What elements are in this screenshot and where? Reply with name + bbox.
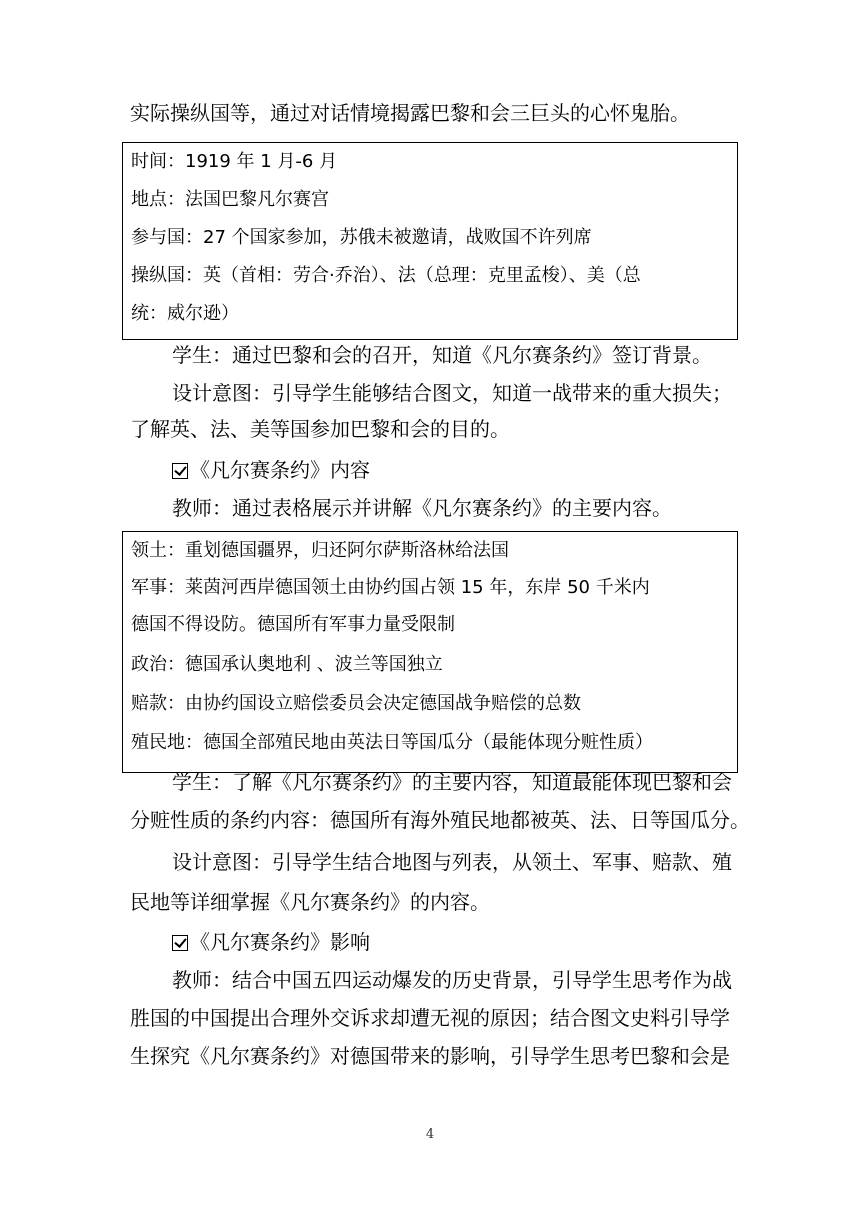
heading-label: 《凡尔赛条约》影响 bbox=[190, 930, 370, 954]
paragraph-text: 教师：结合中国五四运动爆发的历史背景，引导学生思考作为战 bbox=[172, 968, 732, 992]
paragraph-text: 学生：通过巴黎和会的召开，知道《凡尔赛条约》签订背景。 bbox=[172, 343, 712, 367]
treaty-military: 军事：莱茵河西岸德国领土由协约国占领 15 年，东岸 50 千米内 bbox=[131, 577, 650, 598]
page-number: 4 bbox=[425, 1127, 435, 1142]
treaty-politics: 政治：德国承认奥地利 、波兰等国独立 bbox=[131, 654, 443, 675]
treaty-colonies: 殖民地：德国全部殖民地由英法日等国瓜分（最能体现分赃性质） bbox=[131, 732, 653, 753]
checkbox-icon bbox=[172, 935, 188, 951]
treaty-reparations: 赔款：由协约国设立赔偿委员会决定德国战争赔偿的总数 bbox=[131, 693, 581, 714]
checkbox-icon bbox=[172, 463, 188, 479]
paragraph-text: 教师：通过表格展示并讲解《凡尔赛条约》的主要内容。 bbox=[172, 496, 672, 520]
treaty-territory: 领土：重划德国疆界，归还阿尔萨斯洛林给法国 bbox=[131, 540, 509, 561]
treaty-content-box bbox=[122, 531, 738, 773]
conference-info-box bbox=[122, 142, 738, 340]
info-controllers-cont: 统：威尔逊） bbox=[131, 303, 239, 324]
paragraph-text: 胜国的中国提出合理外交诉求却遭无视的原因；结合图文史料引导学 bbox=[130, 1006, 730, 1030]
paragraph-text: 分赃性质的条约内容：德国所有海外殖民地都被英、法、日等国瓜分。 bbox=[130, 808, 750, 832]
paragraph-text: 设计意图：引导学生结合地图与列表，从领土、军事、赔款、殖 bbox=[172, 850, 732, 874]
info-time: 时间：1919 年 1 月-6 月 bbox=[131, 151, 338, 172]
paragraph-text: 设计意图：引导学生能够结合图文，知道一战带来的重大损失； bbox=[172, 381, 732, 405]
section-heading-content bbox=[172, 455, 370, 485]
treaty-military-cont: 德国不得设防。德国所有军事力量受限制 bbox=[131, 614, 455, 635]
paragraph-text: 了解英、法、美等国参加巴黎和会的目的。 bbox=[130, 417, 510, 441]
paragraph-text: 生探究《凡尔赛条约》对德国带来的影响，引导学生思考巴黎和会是 bbox=[130, 1044, 730, 1068]
paragraph-text: 实际操纵国等，通过对话情境揭露巴黎和会三巨头的心怀鬼胎。 bbox=[130, 101, 690, 125]
section-heading-impact bbox=[172, 927, 370, 957]
paragraph-text: 民地等详细掌握《凡尔赛条约》的内容。 bbox=[130, 890, 490, 914]
info-participants: 参与国：27 个国家参加，苏俄未被邀请，战败国不许列席 bbox=[131, 227, 592, 248]
info-controllers: 操纵国：英（首相：劳合·乔治）、法（总理：克里孟梭）、美（总 bbox=[131, 265, 641, 286]
heading-label: 《凡尔赛条约》内容 bbox=[190, 458, 370, 482]
paragraph-text: 学生：了解《凡尔赛条约》的主要内容，知道最能体现巴黎和会 bbox=[172, 770, 732, 794]
info-place: 地点：法国巴黎凡尔赛宫 bbox=[131, 189, 329, 210]
